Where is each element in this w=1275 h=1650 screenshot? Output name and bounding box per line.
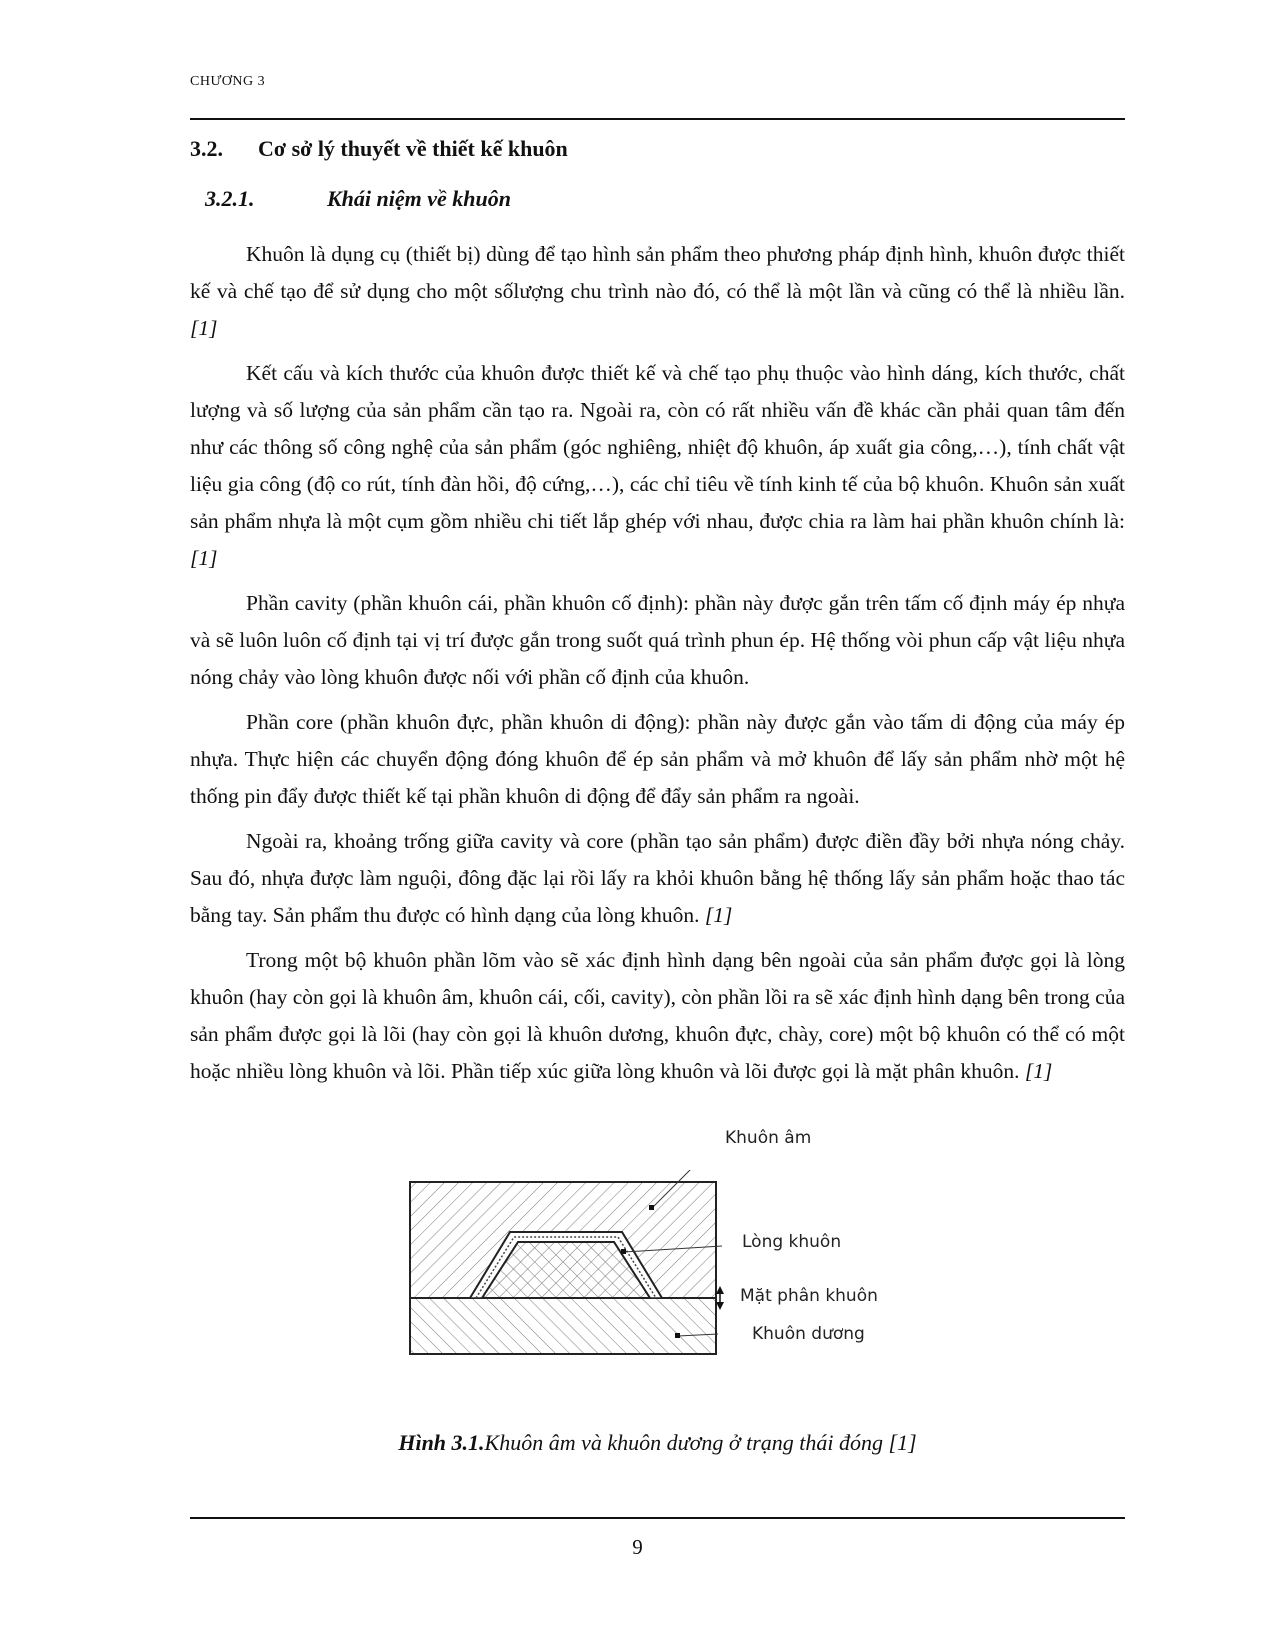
- caption-prefix: Hình 3.1.: [398, 1430, 485, 1455]
- parting-arrow-head-down: [716, 1302, 724, 1310]
- subsection-heading: [205, 186, 511, 212]
- section-title: Cơ sở lý thuyết về thiết kế khuôn: [258, 136, 568, 161]
- footer-rule: [190, 1517, 1125, 1519]
- section-number: 3.2.: [190, 136, 223, 161]
- header-rule: [190, 118, 1125, 120]
- chapter-header: CHƯƠNG 3: [190, 74, 266, 89]
- leader-dot: [649, 1205, 654, 1210]
- label-long-khuon: Lòng khuôn: [742, 1232, 842, 1252]
- caption-text: Khuôn âm và khuôn dương ở trạng thái đóng [1]: [484, 1430, 917, 1455]
- paragraph: Phần cavity (phần khuôn cái, phần khuôn cố định): phần này được gắn trên tấm cố định máy ép nhựa và sẽ luôn luôn cố định tại vị trí được gắn trong suốt quá trình phun ép. Hệ thống vòi phun cấp vật liệu nhựa nóng chảy vào lòng khuôn được nối với phần cố định của khuôn.: [190, 591, 1125, 689]
- citation: [1]: [1024, 1059, 1053, 1083]
- subsection-title: Khái niệm về khuôn: [327, 186, 511, 211]
- parting-arrow-head-up: [716, 1286, 724, 1294]
- label-khuon-duong: Khuôn dương: [752, 1324, 865, 1344]
- citation: [1]: [704, 903, 733, 927]
- label-khuon-am: Khuôn âm: [725, 1128, 812, 1148]
- figure-caption: [190, 1430, 1125, 1456]
- subsection-number: 3.2.1.: [205, 186, 255, 211]
- section-heading: [190, 136, 568, 162]
- body-text: [190, 236, 1125, 1098]
- leader-dot: [675, 1333, 680, 1338]
- label-mat-phan-khuon: Mặt phân khuôn: [740, 1286, 878, 1306]
- paragraph: Trong một bộ khuôn phần lõm vào sẽ xác định hình dạng bên ngoài của sản phẩm được gọi là lòng khuôn (hay còn gọi là khuôn âm, khuôn cái, cối, cavity), còn phần lồi ra sẽ xác định hình dạng bên trong của sản phẩm được gọi là lõi (hay còn gọi là khuôn dương, khuôn đực, chày, core) một bộ khuôn có thể có một hoặc nhiều lòng khuôn và lõi. Phần tiếp xúc giữa lòng khuôn và lõi được gọi là mặt phân khuôn. [1]: [190, 948, 1125, 1083]
- paragraph: Kết cấu và kích thước của khuôn được thiết kế và chế tạo phụ thuộc vào hình dáng, kích thước, chất lượng và số lượng của sản phẩm cần tạo ra. Ngoài ra, còn có rất nhiều vấn đề khác cần phải quan tâm đến như các thông số công nghệ của sản phẩm (góc nghiêng, nhiệt độ khuôn, áp xuất gia công,…), tính chất vật liệu gia công (độ co rút, tính đàn hồi, độ cứng,…), các chỉ tiêu về tính kinh tế của bộ khuôn. Khuôn sản xuất sản phẩm nhựa là một cụm gồm nhiều chi tiết lắp ghép với nhau, được chia ra làm hai phần khuôn chính là: [1]: [190, 361, 1125, 570]
- mold-figure: [400, 1128, 960, 1400]
- page-number: 9: [632, 1535, 643, 1559]
- core-half: [410, 1298, 716, 1354]
- leader-dot: [621, 1249, 626, 1254]
- paragraph: Phần core (phần khuôn đực, phần khuôn di động): phần này được gắn vào tấm di động của máy ép nhựa. Thực hiện các chuyển động đóng khuôn để ép sản phẩm và mở khuôn để lấy sản phẩm nhờ một hệ thống pin đẩy được thiết kế tại phần khuôn di động để đẩy sản phẩm ra ngoài.: [190, 710, 1125, 808]
- paragraph: Ngoài ra, khoảng trống giữa cavity và core (phần tạo sản phẩm) được điền đầy bởi nhựa nóng chảy. Sau đó, nhựa được làm nguội, đông đặc lại rồi lấy ra khỏi khuôn bằng hệ thống lấy sản phẩm hoặc thao tác bằng tay. Sản phẩm thu được có hình dạng của lòng khuôn. [1]: [190, 829, 1125, 927]
- paragraph: Khuôn là dụng cụ (thiết bị) dùng để tạo hình sản phẩm theo phương pháp định hình, khuôn được thiết kế và chế tạo để sử dụng cho một sốlượng chu trình nào đó, có thể là một lần và cũng có thể là nhiều lần. [1]: [190, 242, 1125, 340]
- citation: [1]: [190, 316, 218, 340]
- citation: [1]: [190, 546, 218, 570]
- mold-diagram: [400, 1170, 960, 1400]
